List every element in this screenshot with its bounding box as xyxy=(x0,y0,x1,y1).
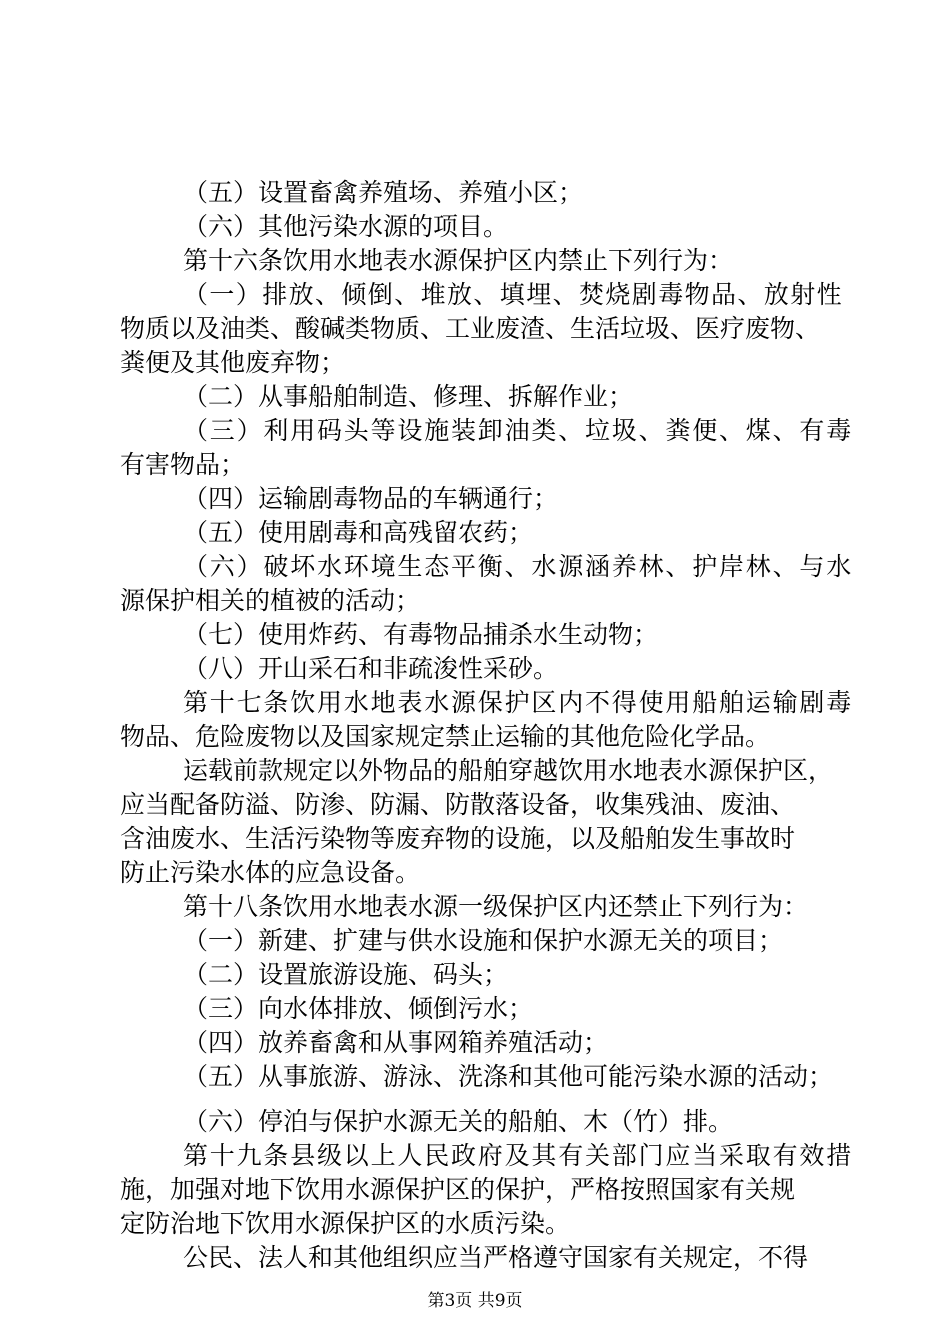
text-line: 运载前款规定以外物品的船舶穿越饮用水地表水源保护区， xyxy=(183,756,834,785)
text-line: （五）设置畜禽养殖场、养殖小区； xyxy=(183,178,584,207)
text-line: （八）开山采石和非疏浚性采砂。 xyxy=(183,654,559,683)
text-line: 第十七条饮用水地表水源保护区内不得使用船舶运输剧毒 xyxy=(183,688,854,717)
text-line: （五）从事旅游、游泳、洗涤和其他可能污染水源的活动； xyxy=(183,1062,834,1091)
text-line: 物品、危险废物以及国家规定禁止运输的其他危险化学品。 xyxy=(120,722,771,751)
text-line: （六）其他污染水源的项目。 xyxy=(183,212,509,241)
text-line: 第十九条县级以上人民政府及其有关部门应当采取有效措 xyxy=(183,1141,854,1170)
text-line: 源保护相关的植被的活动； xyxy=(120,586,421,615)
text-line: 定防治地下饮用水源保护区的水质污染。 xyxy=(120,1209,571,1238)
text-line: 粪便及其他废弃物； xyxy=(120,348,346,377)
text-line: 第十六条饮用水地表水源保护区内禁止下列行为： xyxy=(183,246,734,275)
text-line: 含油废水、生活污染物等废弃物的设施，以及船舶发生事故时 xyxy=(120,824,796,853)
page-number-footer: 第3页 共9页 xyxy=(427,1291,523,1311)
text-line: 施，加强对地下饮用水源保护区的保护，严格按照国家有关规 xyxy=(120,1175,796,1204)
text-line: （二）设置旅游设施、码头； xyxy=(183,960,509,989)
text-line: 物质以及油类、酸碱类物质、工业废渣、生活垃圾、医疗废物、 xyxy=(120,314,821,343)
text-line: （四）运输剧毒物品的车辆通行； xyxy=(183,484,559,513)
text-line: （七）使用炸药、有毒物品捕杀水生动物； xyxy=(183,620,659,649)
text-line: （一）新建、扩建与供水设施和保护水源无关的项目； xyxy=(183,926,784,955)
text-line: （四）放养畜禽和从事网箱养殖活动； xyxy=(183,1028,609,1057)
text-line: （六）破坏水环境生态平衡、水源涵养林、护岸林、与水 xyxy=(183,552,854,581)
text-line: 公民、法人和其他组织应当严格遵守国家有关规定，不得 xyxy=(183,1243,809,1272)
text-line: （五）使用剧毒和高残留农药； xyxy=(183,518,534,547)
text-line: （三）利用码头等设施装卸油类、垃圾、粪便、煤、有毒 xyxy=(183,416,854,445)
text-line: （二）从事船舶制造、修理、拆解作业； xyxy=(183,382,634,411)
text-line: （三）向水体排放、倾倒污水； xyxy=(183,994,534,1023)
text-line: 第十八条饮用水地表水源一级保护区内还禁止下列行为： xyxy=(183,892,809,921)
text-line: 应当配备防溢、防渗、防漏、防散落设备，收集残油、废油、 xyxy=(120,790,796,819)
text-line: （六）停泊与保护水源无关的船舶、木（竹）排。 xyxy=(183,1107,734,1136)
text-line: 有害物品； xyxy=(120,450,246,479)
text-line: 防止污染水体的应急设备。 xyxy=(120,858,421,887)
text-line: （一）排放、倾倒、堆放、填埋、焚烧剧毒物品、放射性 xyxy=(183,280,844,309)
